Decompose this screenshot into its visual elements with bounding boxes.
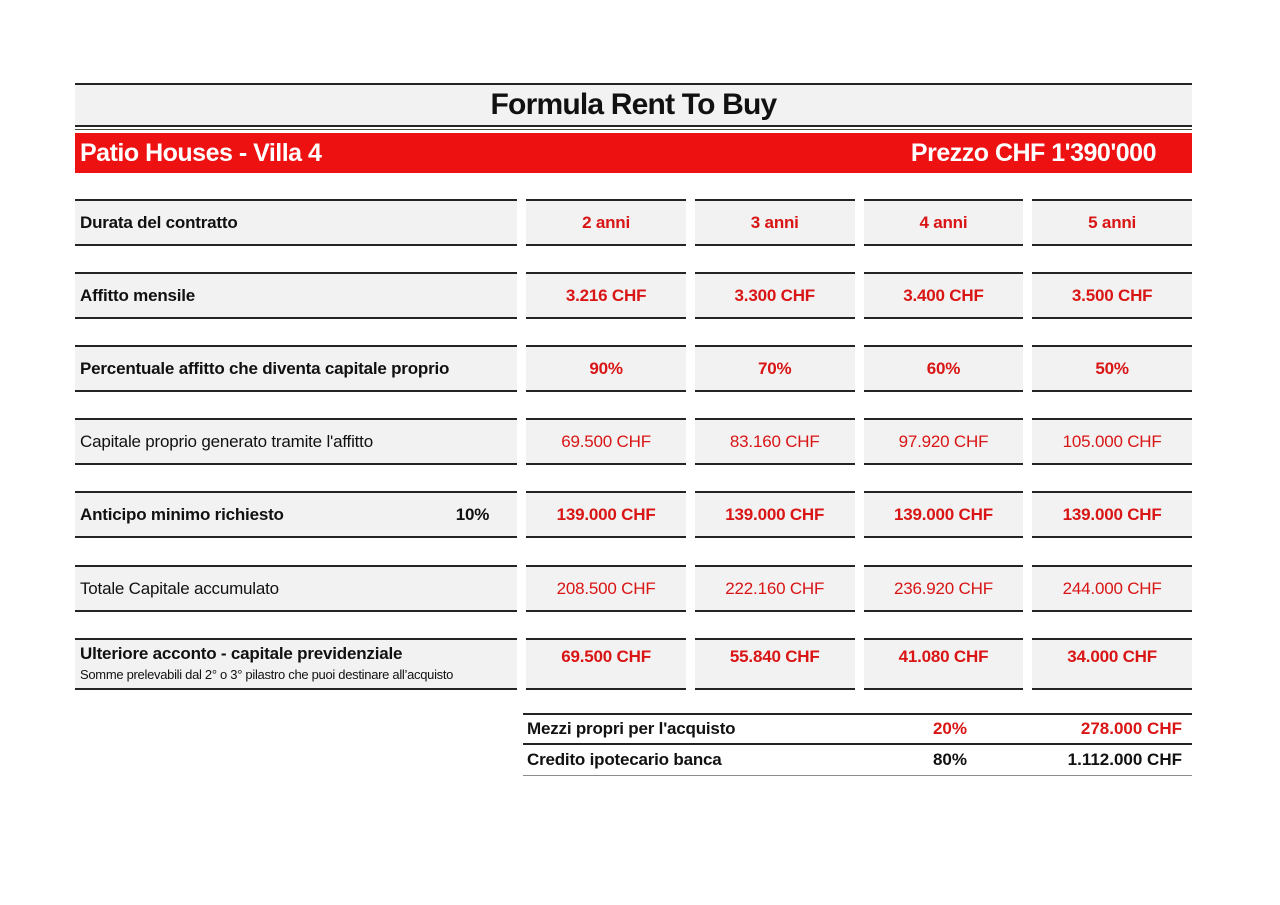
title-underline [75,129,1192,130]
value-cell: 69.500 CHF [526,638,686,690]
value-cell: 139.000 CHF [864,491,1024,538]
summary-row-credito-ipotecario [523,745,1192,776]
value-cell: 244.000 CHF [1032,565,1192,612]
summary-percent: 20% [932,719,967,738]
value-cell: 41.080 CHF [864,638,1024,690]
summary-amount: 1.112.000 CHF [1067,750,1182,769]
property-name: Patio Houses - Villa 4 [80,138,322,167]
sheet-title-band [75,83,1192,127]
value-cell: 55.840 CHF [695,638,855,690]
financing-summary [523,713,1192,776]
value-cell: 50% [1032,345,1192,392]
summary-percent: 80% [932,750,967,769]
property-banner [75,133,1192,173]
value-cell: 139.000 CHF [1032,491,1192,538]
summary-amount: 278.000 CHF [1080,719,1182,738]
value-cell: 208.500 CHF [526,565,686,612]
table-row-ulteriore-acconto [75,638,1192,690]
price-label: Prezzo CHF 1'390'000 [910,138,1156,167]
row-label: Capitale proprio generato tramite l'affitto [75,418,517,465]
summary-label: Mezzi propri per l'acquisto [527,719,736,738]
value-cell: 3.216 CHF [526,272,686,319]
value-cell: 70% [695,345,855,392]
anticipo-percent: 10% [455,504,490,524]
row-label: Anticipo minimo richiesto 10% [75,491,517,538]
value-cell: 97.920 CHF [864,418,1024,465]
value-cell: 3 anni [695,199,855,246]
value-cell: 3.300 CHF [695,272,855,319]
value-cell: 83.160 CHF [695,418,855,465]
table-row-capitale-generato [75,418,1192,465]
row-label: Ulteriore acconto - capitale previdenziale Somme prelevabili dal 2° o 3° pilastro che puoi destinare all’acquisto [75,638,517,690]
value-cell: 139.000 CHF [526,491,686,538]
sheet-title: Formula Rent To Buy [490,88,777,121]
row-label: Percentuale affitto che diventa capitale proprio [75,345,517,392]
value-cell: 5 anni [1032,199,1192,246]
table-row-affitto [75,272,1192,319]
value-cell: 60% [864,345,1024,392]
row-label: Durata del contratto [75,199,517,246]
row-footnote: Somme prelevabili dal 2° o 3° pilastro che puoi destinare all’acquisto [80,667,454,682]
table-row-totale [75,565,1192,612]
value-cell: 69.500 CHF [526,418,686,465]
value-cell: 236.920 CHF [864,565,1024,612]
table-row-anticipo [75,491,1192,538]
value-cell: 3.500 CHF [1032,272,1192,319]
row-label: Totale Capitale accumulato [75,565,517,612]
value-cell: 4 anni [864,199,1024,246]
value-cell: 2 anni [526,199,686,246]
value-cell: 90% [526,345,686,392]
row-label: Affitto mensile [75,272,517,319]
summary-row-mezzi-propri [523,713,1192,745]
value-cell: 34.000 CHF [1032,638,1192,690]
value-cell: 105.000 CHF [1032,418,1192,465]
value-cell: 3.400 CHF [864,272,1024,319]
rent-to-buy-sheet [75,0,1192,905]
table-row-durata [75,199,1192,246]
value-cell: 222.160 CHF [695,565,855,612]
table-row-percentuale [75,345,1192,392]
summary-label: Credito ipotecario banca [527,750,722,769]
value-cell: 139.000 CHF [695,491,855,538]
